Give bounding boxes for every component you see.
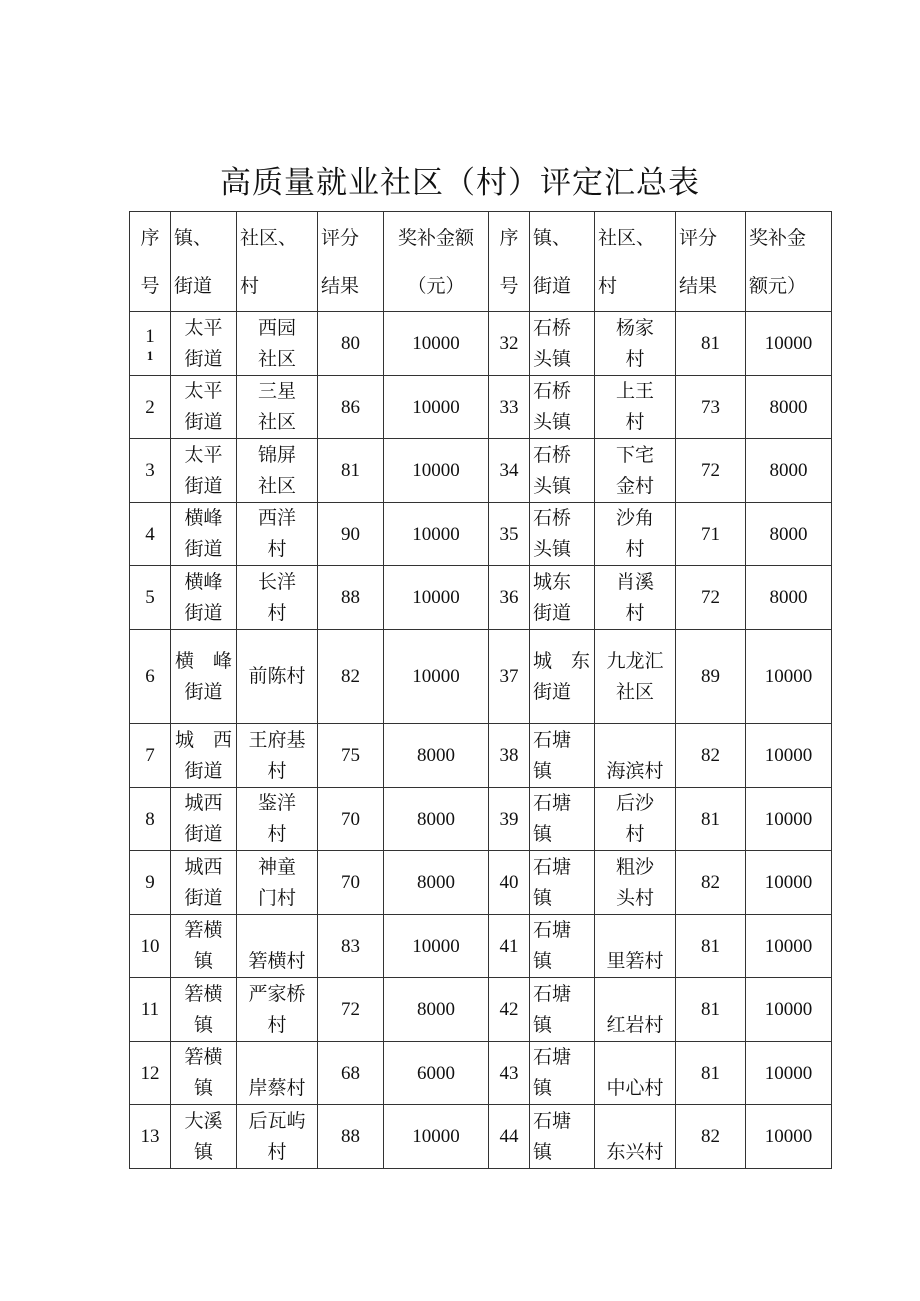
table-row bbox=[130, 915, 832, 978]
seq-cell-2: 44 bbox=[489, 1105, 530, 1169]
seq-subscript: 1 bbox=[146, 347, 154, 363]
town-cell-2 bbox=[530, 376, 595, 439]
town-line: 横峰 bbox=[184, 507, 223, 529]
score-cell: 75 bbox=[318, 724, 384, 788]
town-2-line: 头镇 bbox=[533, 538, 572, 560]
header-town: 镇、 街道 bbox=[171, 212, 237, 312]
town-line: 太平 bbox=[184, 380, 223, 402]
town-line: 街道 bbox=[184, 823, 223, 845]
town-2-line: 镇 bbox=[533, 950, 553, 972]
community-line: 社区 bbox=[257, 347, 296, 370]
community-2-line: 肖溪 bbox=[615, 570, 654, 593]
town-2-line: 镇 bbox=[533, 886, 553, 909]
award-cell-2: 10000 bbox=[746, 1105, 832, 1169]
town-2-line: 街道 bbox=[533, 601, 572, 624]
award-cell: 8000 bbox=[384, 724, 489, 788]
table-row bbox=[130, 312, 832, 376]
seq-number: 7 bbox=[145, 745, 155, 766]
community-cell bbox=[237, 788, 318, 851]
table-row bbox=[130, 566, 832, 630]
table-row bbox=[130, 630, 832, 724]
town-line: 街道 bbox=[184, 411, 223, 433]
score-cell-2: 89 bbox=[676, 630, 746, 724]
community-cell-2 bbox=[595, 376, 676, 439]
award-cell: 8000 bbox=[384, 788, 489, 851]
header-score-2: 评分 结果 bbox=[676, 212, 746, 312]
seq-cell-2: 37 bbox=[489, 630, 530, 724]
town-cell bbox=[171, 724, 237, 788]
town-line: 城西 bbox=[184, 792, 223, 814]
community-cell bbox=[237, 851, 318, 915]
town-2-line: 石桥 bbox=[533, 316, 572, 339]
score-cell-2: 72 bbox=[676, 566, 746, 630]
seq-number: 12 bbox=[140, 1062, 160, 1084]
community-2-line: 粗沙 bbox=[615, 855, 654, 878]
community-2-line: 里箬村 bbox=[606, 950, 664, 972]
seq-cell-2: 33 bbox=[489, 376, 530, 439]
town-line: 镇 bbox=[193, 950, 213, 972]
header-seq-2: 序 号 bbox=[489, 212, 530, 312]
seq-cell-2: 40 bbox=[489, 851, 530, 915]
town-cell bbox=[171, 566, 237, 630]
community-line: 箬横村 bbox=[248, 950, 306, 972]
community-2-line: 红岩村 bbox=[606, 1013, 664, 1036]
community-line: 村 bbox=[267, 538, 287, 560]
award-cell-2: 8000 bbox=[746, 439, 832, 503]
community-line: 村 bbox=[267, 759, 287, 782]
document-title: 高质量就业社区（村）评定汇总表 bbox=[220, 165, 700, 201]
score-cell: 72 bbox=[318, 978, 384, 1042]
score-cell-2: 73 bbox=[676, 376, 746, 439]
town-line: 街道 bbox=[184, 538, 223, 560]
community-cell-2 bbox=[595, 630, 676, 724]
town-line: 街道 bbox=[184, 759, 223, 782]
award-cell: 8000 bbox=[384, 851, 489, 915]
community-line: 前陈村 bbox=[248, 665, 306, 687]
community-cell bbox=[237, 1042, 318, 1105]
table-row bbox=[130, 788, 832, 851]
town-cell-2 bbox=[530, 630, 595, 724]
score-cell: 68 bbox=[318, 1042, 384, 1105]
community-2-line: 村 bbox=[625, 601, 645, 624]
award-cell: 10000 bbox=[384, 630, 489, 724]
summary-table bbox=[129, 211, 832, 1169]
score-cell-2: 81 bbox=[676, 978, 746, 1042]
community-2-line: 金村 bbox=[615, 474, 654, 497]
town-cell bbox=[171, 1042, 237, 1105]
community-cell-2 bbox=[595, 978, 676, 1042]
seq-number: 5 bbox=[145, 587, 155, 608]
score-cell-2: 72 bbox=[676, 439, 746, 503]
town-cell-2 bbox=[530, 1105, 595, 1169]
town-2-line: 石桥 bbox=[533, 443, 572, 466]
award-cell: 10000 bbox=[384, 915, 489, 978]
community-cell-2 bbox=[595, 851, 676, 915]
score-cell: 83 bbox=[318, 915, 384, 978]
seq-number: 4 bbox=[145, 523, 155, 545]
seq-cell bbox=[130, 376, 171, 439]
seq-cell bbox=[130, 566, 171, 630]
score-cell: 88 bbox=[318, 566, 384, 630]
community-2-line: 村 bbox=[625, 538, 645, 560]
town-cell bbox=[171, 376, 237, 439]
town-line: 镇 bbox=[193, 1077, 213, 1099]
seq-number: 8 bbox=[145, 808, 155, 830]
town-2-line: 石塘 bbox=[533, 855, 572, 878]
community-line: 岸蔡村 bbox=[248, 1077, 306, 1099]
town-2-line: 石塘 bbox=[533, 919, 572, 941]
seq-cell-2: 36 bbox=[489, 566, 530, 630]
score-cell: 86 bbox=[318, 376, 384, 439]
town-line: 太平 bbox=[184, 443, 223, 466]
community-cell bbox=[237, 978, 318, 1042]
community-line: 村 bbox=[267, 1013, 287, 1036]
score-cell: 80 bbox=[318, 312, 384, 376]
header-award-2: 奖补金 额元） bbox=[746, 212, 832, 312]
town-2-line: 城东 bbox=[533, 570, 572, 593]
seq-cell-2: 39 bbox=[489, 788, 530, 851]
town-cell bbox=[171, 503, 237, 566]
town-cell-2 bbox=[530, 566, 595, 630]
town-cell bbox=[171, 851, 237, 915]
town-2-line: 城 东 bbox=[533, 649, 591, 672]
award-cell-2: 10000 bbox=[746, 915, 832, 978]
town-cell-2 bbox=[530, 978, 595, 1042]
score-cell: 81 bbox=[318, 439, 384, 503]
score-cell: 70 bbox=[318, 788, 384, 851]
town-cell bbox=[171, 439, 237, 503]
town-cell-2 bbox=[530, 788, 595, 851]
seq-cell bbox=[130, 439, 171, 503]
town-2-line: 镇 bbox=[533, 1013, 553, 1036]
community-line: 王府基 bbox=[248, 728, 306, 751]
community-2-line: 东兴村 bbox=[606, 1140, 664, 1163]
town-2-line: 石塘 bbox=[533, 982, 572, 1005]
award-cell: 10000 bbox=[384, 312, 489, 376]
town-line: 箬横 bbox=[184, 1046, 223, 1068]
town-cell bbox=[171, 788, 237, 851]
town-line: 箬横 bbox=[184, 982, 223, 1005]
town-2-line: 镇 bbox=[533, 1140, 553, 1163]
seq-cell-2: 34 bbox=[489, 439, 530, 503]
community-2-line: 上王 bbox=[615, 380, 654, 402]
community-2-line: 沙角 bbox=[615, 507, 654, 529]
table-row bbox=[130, 376, 832, 439]
table-row bbox=[130, 439, 832, 503]
award-cell-2: 10000 bbox=[746, 1042, 832, 1105]
town-2-line: 街道 bbox=[533, 680, 572, 703]
award-cell-2: 10000 bbox=[746, 851, 832, 915]
town-line: 横 峰 bbox=[174, 649, 232, 672]
town-line: 街道 bbox=[184, 680, 223, 703]
community-2-line: 村 bbox=[625, 347, 645, 370]
town-cell-2 bbox=[530, 851, 595, 915]
town-2-line: 石塘 bbox=[533, 792, 572, 814]
community-2-line: 下宅 bbox=[615, 443, 654, 466]
table-header-row bbox=[130, 212, 832, 312]
score-cell-2: 81 bbox=[676, 1042, 746, 1105]
seq-number: 6 bbox=[145, 666, 155, 687]
town-2-line: 石塘 bbox=[533, 1046, 572, 1068]
town-line: 镇 bbox=[193, 1140, 213, 1163]
town-cell-2 bbox=[530, 503, 595, 566]
seq-number: 2 bbox=[145, 396, 155, 418]
community-cell bbox=[237, 566, 318, 630]
award-cell: 10000 bbox=[384, 376, 489, 439]
header-town-2: 镇、 街道 bbox=[530, 212, 595, 312]
score-cell-2: 71 bbox=[676, 503, 746, 566]
score-cell: 90 bbox=[318, 503, 384, 566]
community-2-line bbox=[595, 979, 675, 1010]
community-line: 神童 bbox=[257, 855, 296, 878]
table-row bbox=[130, 724, 832, 788]
community-line: 西园 bbox=[257, 316, 296, 339]
community-2-line: 社区 bbox=[615, 680, 654, 703]
community-cell-2 bbox=[595, 312, 676, 376]
town-2-line: 头镇 bbox=[533, 347, 572, 370]
town-cell-2 bbox=[530, 312, 595, 376]
table-row bbox=[130, 503, 832, 566]
community-2-line: 中心村 bbox=[606, 1077, 664, 1099]
town-line: 箬横 bbox=[184, 919, 223, 941]
award-cell-2: 10000 bbox=[746, 978, 832, 1042]
award-cell-2: 8000 bbox=[746, 503, 832, 566]
community-2-line bbox=[595, 1042, 675, 1073]
community-cell bbox=[237, 503, 318, 566]
seq-cell bbox=[130, 1105, 171, 1169]
seq-cell-2: 32 bbox=[489, 312, 530, 376]
town-line: 镇 bbox=[193, 1013, 213, 1036]
score-cell: 88 bbox=[318, 1105, 384, 1169]
seq-cell bbox=[130, 630, 171, 724]
community-2-line bbox=[595, 915, 675, 946]
table-row bbox=[130, 1105, 832, 1169]
community-2-line: 海滨村 bbox=[606, 759, 664, 782]
score-cell-2: 82 bbox=[676, 851, 746, 915]
seq-number: 9 bbox=[145, 872, 155, 893]
community-line: 三星 bbox=[257, 380, 296, 402]
community-line: 门村 bbox=[257, 886, 296, 909]
town-line: 城西 bbox=[184, 855, 223, 878]
community-line: 鉴洋 bbox=[257, 792, 296, 814]
table-row bbox=[130, 978, 832, 1042]
community-cell-2 bbox=[595, 1042, 676, 1105]
score-cell-2: 81 bbox=[676, 312, 746, 376]
seq-cell bbox=[130, 851, 171, 915]
score-cell-2: 82 bbox=[676, 1105, 746, 1169]
town-2-line: 头镇 bbox=[533, 411, 572, 433]
community-2-line: 村 bbox=[625, 823, 645, 845]
award-cell-2: 10000 bbox=[746, 724, 832, 788]
award-cell: 10000 bbox=[384, 503, 489, 566]
header-award: 奖补金额 （元） bbox=[384, 212, 489, 312]
town-line: 大溪 bbox=[184, 1109, 223, 1132]
community-cell bbox=[237, 1105, 318, 1169]
award-cell: 6000 bbox=[384, 1042, 489, 1105]
table-row bbox=[130, 1042, 832, 1105]
seq-number: 3 bbox=[145, 460, 155, 481]
community-line: 村 bbox=[267, 823, 287, 845]
award-cell: 8000 bbox=[384, 978, 489, 1042]
award-cell: 10000 bbox=[384, 439, 489, 503]
award-cell-2: 8000 bbox=[746, 376, 832, 439]
town-line: 城 西 bbox=[174, 728, 232, 751]
award-cell-2: 10000 bbox=[746, 630, 832, 724]
community-line: 社区 bbox=[257, 474, 296, 497]
score-cell-2: 81 bbox=[676, 788, 746, 851]
seq-cell bbox=[130, 724, 171, 788]
seq-cell bbox=[130, 1042, 171, 1105]
community-line: 长洋 bbox=[257, 570, 296, 593]
community-cell-2 bbox=[595, 1105, 676, 1169]
seq-cell-2: 38 bbox=[489, 724, 530, 788]
town-cell-2 bbox=[530, 915, 595, 978]
seq-cell-2: 41 bbox=[489, 915, 530, 978]
community-cell bbox=[237, 439, 318, 503]
header-community-2: 社区、 村 bbox=[595, 212, 676, 312]
community-cell-2 bbox=[595, 724, 676, 788]
town-2-line: 镇 bbox=[533, 1077, 553, 1099]
community-line: 严家桥 bbox=[248, 982, 306, 1005]
town-cell bbox=[171, 630, 237, 724]
seq-cell bbox=[130, 978, 171, 1042]
community-cell bbox=[237, 630, 318, 724]
award-cell-2: 10000 bbox=[746, 312, 832, 376]
award-cell: 10000 bbox=[384, 566, 489, 630]
town-2-line: 石塘 bbox=[533, 1109, 572, 1132]
seq-number: 1 bbox=[145, 325, 155, 347]
award-cell: 10000 bbox=[384, 1105, 489, 1169]
town-2-line: 头镇 bbox=[533, 474, 572, 497]
community-cell-2 bbox=[595, 788, 676, 851]
community-line: 社区 bbox=[257, 411, 296, 433]
community-line: 村 bbox=[267, 601, 287, 624]
seq-cell bbox=[130, 503, 171, 566]
award-cell-2: 8000 bbox=[746, 566, 832, 630]
community-2-line bbox=[595, 725, 675, 756]
town-cell-2 bbox=[530, 439, 595, 503]
town-2-line: 镇 bbox=[533, 759, 553, 782]
score-cell: 82 bbox=[318, 630, 384, 724]
community-2-line: 村 bbox=[625, 411, 645, 433]
community-line: 锦屏 bbox=[257, 443, 296, 466]
town-cell bbox=[171, 978, 237, 1042]
community-line: 村 bbox=[267, 1140, 287, 1163]
seq-cell-2: 42 bbox=[489, 978, 530, 1042]
seq-number: 11 bbox=[140, 999, 160, 1020]
score-cell-2: 81 bbox=[676, 915, 746, 978]
town-2-line: 石桥 bbox=[533, 507, 572, 529]
town-cell-2 bbox=[530, 1042, 595, 1105]
table-row bbox=[130, 851, 832, 915]
town-cell-2 bbox=[530, 724, 595, 788]
community-cell bbox=[237, 376, 318, 439]
town-line: 街道 bbox=[184, 601, 223, 624]
seq-number: 13 bbox=[140, 1126, 160, 1147]
community-line bbox=[237, 1042, 317, 1073]
town-cell bbox=[171, 312, 237, 376]
seq-cell-2: 43 bbox=[489, 1042, 530, 1105]
header-community: 社区、 村 bbox=[237, 212, 318, 312]
town-2-line: 石塘 bbox=[533, 728, 572, 751]
seq-cell bbox=[130, 915, 171, 978]
town-line: 横峰 bbox=[184, 570, 223, 593]
community-line bbox=[237, 915, 317, 946]
community-line: 后瓦屿 bbox=[248, 1109, 306, 1132]
town-line: 街道 bbox=[184, 347, 223, 370]
town-line: 街道 bbox=[184, 474, 223, 497]
town-2-line: 石桥 bbox=[533, 380, 572, 402]
community-cell bbox=[237, 312, 318, 376]
community-2-line: 头村 bbox=[615, 886, 654, 909]
community-2-line: 九龙汇 bbox=[606, 649, 664, 672]
town-line: 街道 bbox=[184, 886, 223, 909]
community-2-line: 杨家 bbox=[615, 316, 654, 339]
community-cell-2 bbox=[595, 915, 676, 978]
seq-cell-2: 35 bbox=[489, 503, 530, 566]
community-line: 西洋 bbox=[257, 507, 296, 529]
community-cell bbox=[237, 724, 318, 788]
town-2-line: 镇 bbox=[533, 823, 553, 845]
town-line: 太平 bbox=[184, 316, 223, 339]
community-cell-2 bbox=[595, 566, 676, 630]
seq-cell bbox=[130, 788, 171, 851]
score-cell: 70 bbox=[318, 851, 384, 915]
community-cell-2 bbox=[595, 439, 676, 503]
community-cell-2 bbox=[595, 503, 676, 566]
header-seq: 序 号 bbox=[130, 212, 171, 312]
seq-number: 10 bbox=[140, 935, 160, 957]
seq-cell bbox=[130, 312, 171, 376]
community-2-line bbox=[595, 1106, 675, 1137]
town-cell bbox=[171, 915, 237, 978]
award-cell-2: 10000 bbox=[746, 788, 832, 851]
score-cell-2: 82 bbox=[676, 724, 746, 788]
community-2-line: 后沙 bbox=[615, 792, 654, 814]
community-cell bbox=[237, 915, 318, 978]
header-score: 评分 结果 bbox=[318, 212, 384, 312]
town-cell bbox=[171, 1105, 237, 1169]
